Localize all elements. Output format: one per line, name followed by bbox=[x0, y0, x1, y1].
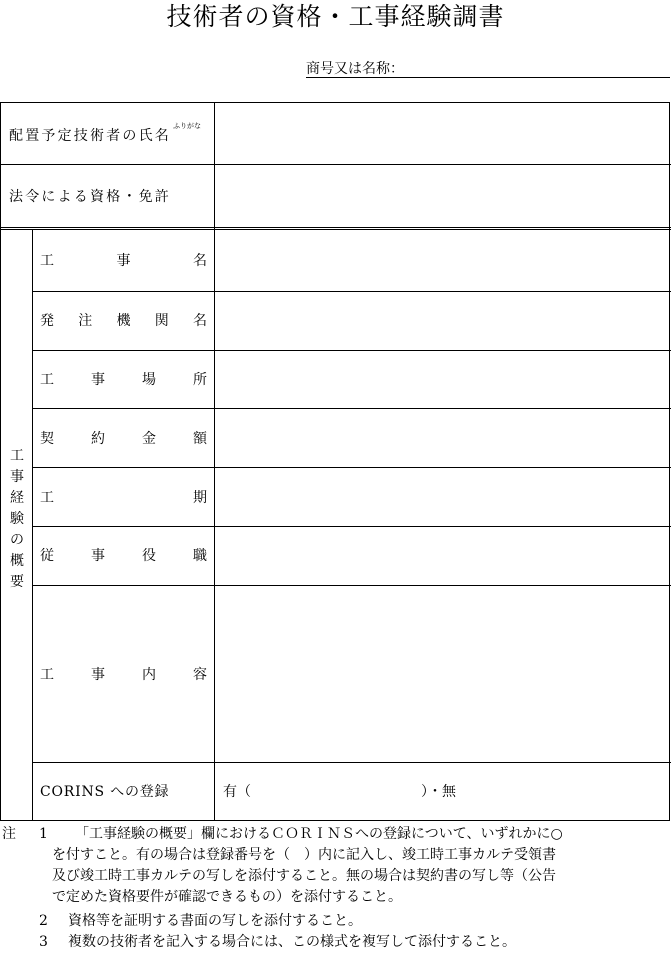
label-char: 工 bbox=[40, 372, 54, 388]
label-char: 工 bbox=[40, 253, 54, 269]
label-char: 名 bbox=[193, 313, 207, 329]
ordering-agency-label bbox=[40, 312, 207, 330]
note-line: 複数の技術者を記入する場合には、この様式を複写して添付すること。 bbox=[68, 934, 516, 950]
vchar: の bbox=[10, 532, 24, 548]
column-divider bbox=[32, 229, 33, 820]
construction-site-field[interactable] bbox=[215, 351, 669, 408]
vchar: 験 bbox=[10, 511, 24, 527]
corins-no-option[interactable]: ）・無 bbox=[421, 784, 456, 800]
construction-period-label bbox=[40, 489, 207, 507]
engineer-table bbox=[0, 102, 670, 821]
construction-period-field[interactable] bbox=[215, 468, 669, 526]
label-char: 契 bbox=[40, 431, 54, 447]
construction-name-label bbox=[40, 252, 207, 270]
engineer-name-field[interactable] bbox=[215, 103, 669, 164]
label-char: 機 bbox=[116, 313, 131, 329]
construction-site-label bbox=[40, 371, 207, 389]
note-line: で定めた資格要件が確認できるもの）を添付すること。 bbox=[52, 889, 402, 905]
vchar: 概 bbox=[10, 553, 24, 569]
label-char: 額 bbox=[193, 431, 207, 447]
position-field[interactable] bbox=[215, 527, 669, 585]
note-number: 2 bbox=[39, 913, 48, 929]
construction-name-field[interactable] bbox=[215, 230, 669, 291]
label-char: 工 bbox=[40, 490, 54, 506]
label-char: 期 bbox=[193, 490, 207, 506]
row-divider bbox=[1, 227, 671, 228]
label-char: 事 bbox=[91, 667, 105, 683]
document-title: 技術者の資格・工事経験調書 bbox=[166, 2, 505, 31]
label-char: 金 bbox=[142, 431, 156, 447]
construction-content-label bbox=[40, 666, 207, 684]
trade-name-label: 商号又は名称： bbox=[306, 61, 404, 77]
construction-content-field[interactable] bbox=[215, 586, 669, 762]
note-number: 3 bbox=[39, 934, 48, 950]
note-line: 資格等を証明する書面の写しを添付すること。 bbox=[68, 913, 362, 929]
vchar: 事 bbox=[10, 469, 24, 485]
label-char: 事 bbox=[116, 253, 131, 269]
label-char: 工 bbox=[40, 667, 54, 683]
contract-amount-label bbox=[40, 430, 207, 448]
license-field[interactable] bbox=[215, 165, 669, 227]
license-label: 法令による資格・免許 bbox=[9, 189, 171, 205]
note-line: を付すこと。有の場合は登録番号を（ ）内に記入し、竣工時工事カルテ受領書 bbox=[52, 847, 556, 863]
label-char: 事 bbox=[91, 548, 105, 564]
note-line: 及び竣工時工事カルテの写しを添付すること。無の場合は契約書の写し等（公告 bbox=[52, 868, 556, 884]
vchar: 経 bbox=[10, 490, 24, 506]
experience-summary-label bbox=[3, 446, 31, 593]
corins-yes-option[interactable]: 有（ bbox=[223, 784, 251, 800]
label-char: 所 bbox=[193, 372, 207, 388]
label-char: 従 bbox=[40, 548, 54, 564]
label-char: 場 bbox=[142, 372, 156, 388]
label-char: 役 bbox=[142, 548, 156, 564]
notes-prefix: 注 bbox=[2, 826, 16, 842]
label-char: 関 bbox=[154, 313, 169, 329]
engineer-name-label: 配置予定技術者の氏名 bbox=[9, 128, 171, 144]
position-label bbox=[40, 547, 207, 565]
label-char: 容 bbox=[193, 667, 207, 683]
note-line: 「工事経験の概要」欄におけるＣＯＲＩＮＳへの登録について、いずれかに○ bbox=[75, 826, 563, 842]
corins-registration-number-field[interactable] bbox=[263, 775, 421, 809]
vchar: 要 bbox=[10, 574, 24, 590]
label-char: 事 bbox=[91, 372, 105, 388]
label-char: 発 bbox=[40, 313, 54, 329]
vchar: 工 bbox=[10, 448, 24, 464]
label-char: 内 bbox=[142, 667, 156, 683]
row-divider bbox=[32, 762, 671, 763]
label-char: 職 bbox=[193, 548, 207, 564]
trade-name-field[interactable] bbox=[306, 77, 670, 78]
contract-amount-field[interactable] bbox=[215, 409, 669, 467]
note-number: 1 bbox=[39, 826, 48, 842]
label-char: 名 bbox=[193, 253, 207, 269]
name-ruby: ふりがな bbox=[173, 122, 201, 130]
label-char: 注 bbox=[78, 313, 93, 329]
label-char: 約 bbox=[91, 431, 105, 447]
ordering-agency-field[interactable] bbox=[215, 292, 669, 350]
corins-label: CORINS への登録 bbox=[40, 784, 170, 800]
